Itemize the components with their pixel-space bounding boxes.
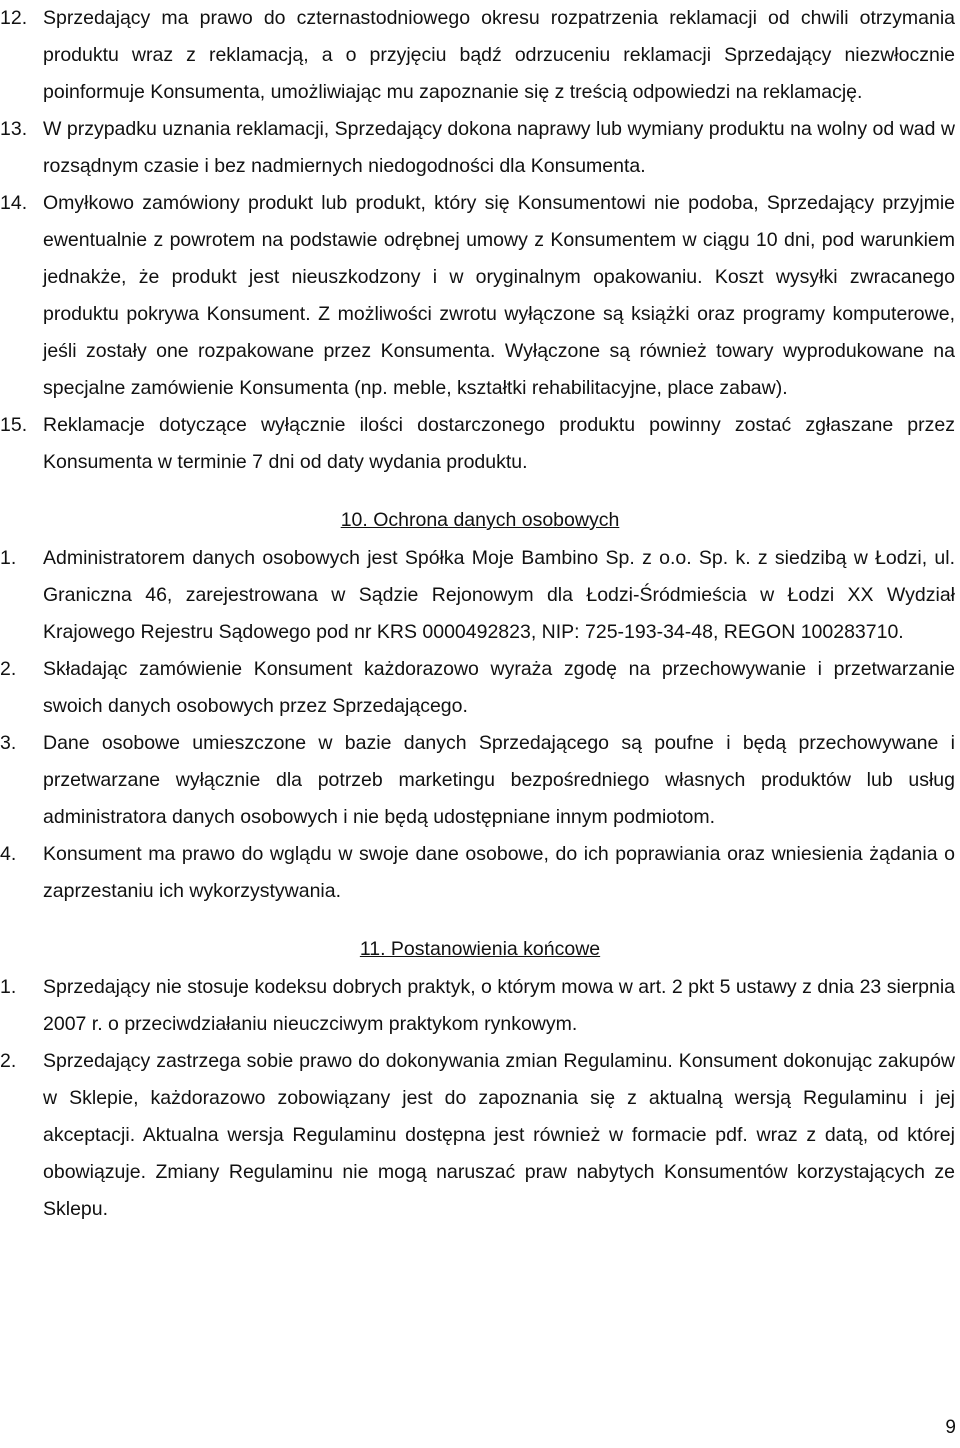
section-heading xyxy=(0,929,960,969)
item-number: 1. xyxy=(0,976,17,998)
item-number: 2. xyxy=(0,658,17,680)
item-text: Sprzedający zastrzega sobie prawo do dokonywania zmian Regulaminu. Konsument dokonując zakupów w Sklepie, każdorazowo zobowiązany jest do zapoznania się z aktualną wersją Regulaminu i jej akceptacji. Aktualna wersja Regulaminu dostępna jest również w formacie pdf. wraz z datą, od której obowiązuje. Zmiany Regulaminu nie mogą naruszać praw nabytych Konsumentów korzystających ze Sklepu. xyxy=(43,1050,955,1220)
item-number: 15. xyxy=(0,414,28,436)
list-item xyxy=(0,836,960,910)
list-item xyxy=(0,725,960,836)
section-heading-text: 11. Postanowienia końcowe xyxy=(359,938,601,960)
section-gap xyxy=(0,481,960,500)
item-number: 13. xyxy=(0,118,28,140)
list-item xyxy=(0,185,960,407)
section-heading xyxy=(0,500,960,540)
item-number: 3. xyxy=(0,732,17,754)
item-number: 2. xyxy=(0,1050,17,1072)
item-text: Administratorem danych osobowych jest Spółka Moje Bambino Sp. z o.o. Sp. k. z siedzibą w Łodzi, ul. Graniczna 46, zarejestrowana w Sądzie Rejonowym dla Łodzi-Śródmieścia w Łodzi XX Wydział Krajowego Rejestru Sądowego pod nr KRS 0000492823, NIP: 725-193-34-48, REGON 100283710. xyxy=(43,547,955,643)
item-text: Reklamacje dotyczące wyłącznie ilości dostarczonego produktu powinny zostać zgłaszane przez Konsumenta w terminie 7 dni od daty wydania produktu. xyxy=(43,414,955,473)
item-text: W przypadku uznania reklamacji, Sprzedający dokona naprawy lub wymiany produktu na wolny od wad w rozsądnym czasie i bez nadmiernych niedogodności dla Konsumenta. xyxy=(43,118,955,177)
item-number: 12. xyxy=(0,7,28,29)
item-number: 1. xyxy=(0,547,17,569)
section-gap xyxy=(0,910,960,929)
item-text: Dane osobowe umieszczone w bazie danych Sprzedającego są poufne i będą przechowywane i przetwarzane wyłącznie dla potrzeb marketingu bezpośredniego własnych produktów lub usług administratora danych osobowych i nie będą udostępniane innym podmiotom. xyxy=(43,732,955,828)
list-item xyxy=(0,407,960,481)
list-item xyxy=(0,540,960,651)
list-item xyxy=(0,0,960,111)
list-item xyxy=(0,111,960,185)
item-text: Składając zamówienie Konsument każdorazowo wyraża zgodę na przechowywanie i przetwarzanie swoich danych osobowych przez Sprzedającego. xyxy=(43,658,955,717)
section-heading-text: 10. Ochrona danych osobowych xyxy=(340,509,620,531)
item-number: 14. xyxy=(0,192,28,214)
item-text: Konsument ma prawo do wglądu w swoje dane osobowe, do ich poprawiania oraz wniesienia żądania o zaprzestaniu ich wykorzystywania. xyxy=(43,843,955,902)
item-text: Sprzedający nie stosuje kodeksu dobrych praktyk, o którym mowa w art. 2 pkt 5 ustawy z dnia 23 sierpnia 2007 r. o przeciwdziałaniu nieuczciwym praktykom rynkowym. xyxy=(43,976,955,1035)
item-text: Omyłkowo zamówiony produkt lub produkt, który się Konsumentowi nie podoba, Sprzedający przyjmie ewentualnie z powrotem na podstawie odrębnej umowy z Konsumentem w ciągu 10 dni, pod warunkiem jednakże, że produkt jest nieuszkodzony i w oryginalnym opakowaniu. Koszt wysyłki zwracanego produktu pokrywa Konsument. Z możliwości zwrotu wyłączone są książki oraz programy komputerowe, jeśli zostały one rozpakowane przez Konsumenta. Wyłączone są również towary wyprodukowane na specjalne zamówienie Konsumenta (np. meble, kształtki rehabilitacyjne, place zabaw). xyxy=(43,192,955,399)
page-number: 9 xyxy=(945,1417,956,1438)
list-item xyxy=(0,969,960,1043)
item-number: 4. xyxy=(0,843,17,865)
list-item xyxy=(0,651,960,725)
item-text: Sprzedający ma prawo do czternastodniowego okresu rozpatrzenia reklamacji od chwili otrzymania produktu wraz z reklamacją, a o przyjęciu bądź odrzuceniu reklamacji Sprzedający niezwłocznie poinformuje Konsumenta, umożliwiając mu zapoznanie się z treścią odpowiedzi na reklamację. xyxy=(43,7,955,103)
list-item xyxy=(0,1043,960,1228)
